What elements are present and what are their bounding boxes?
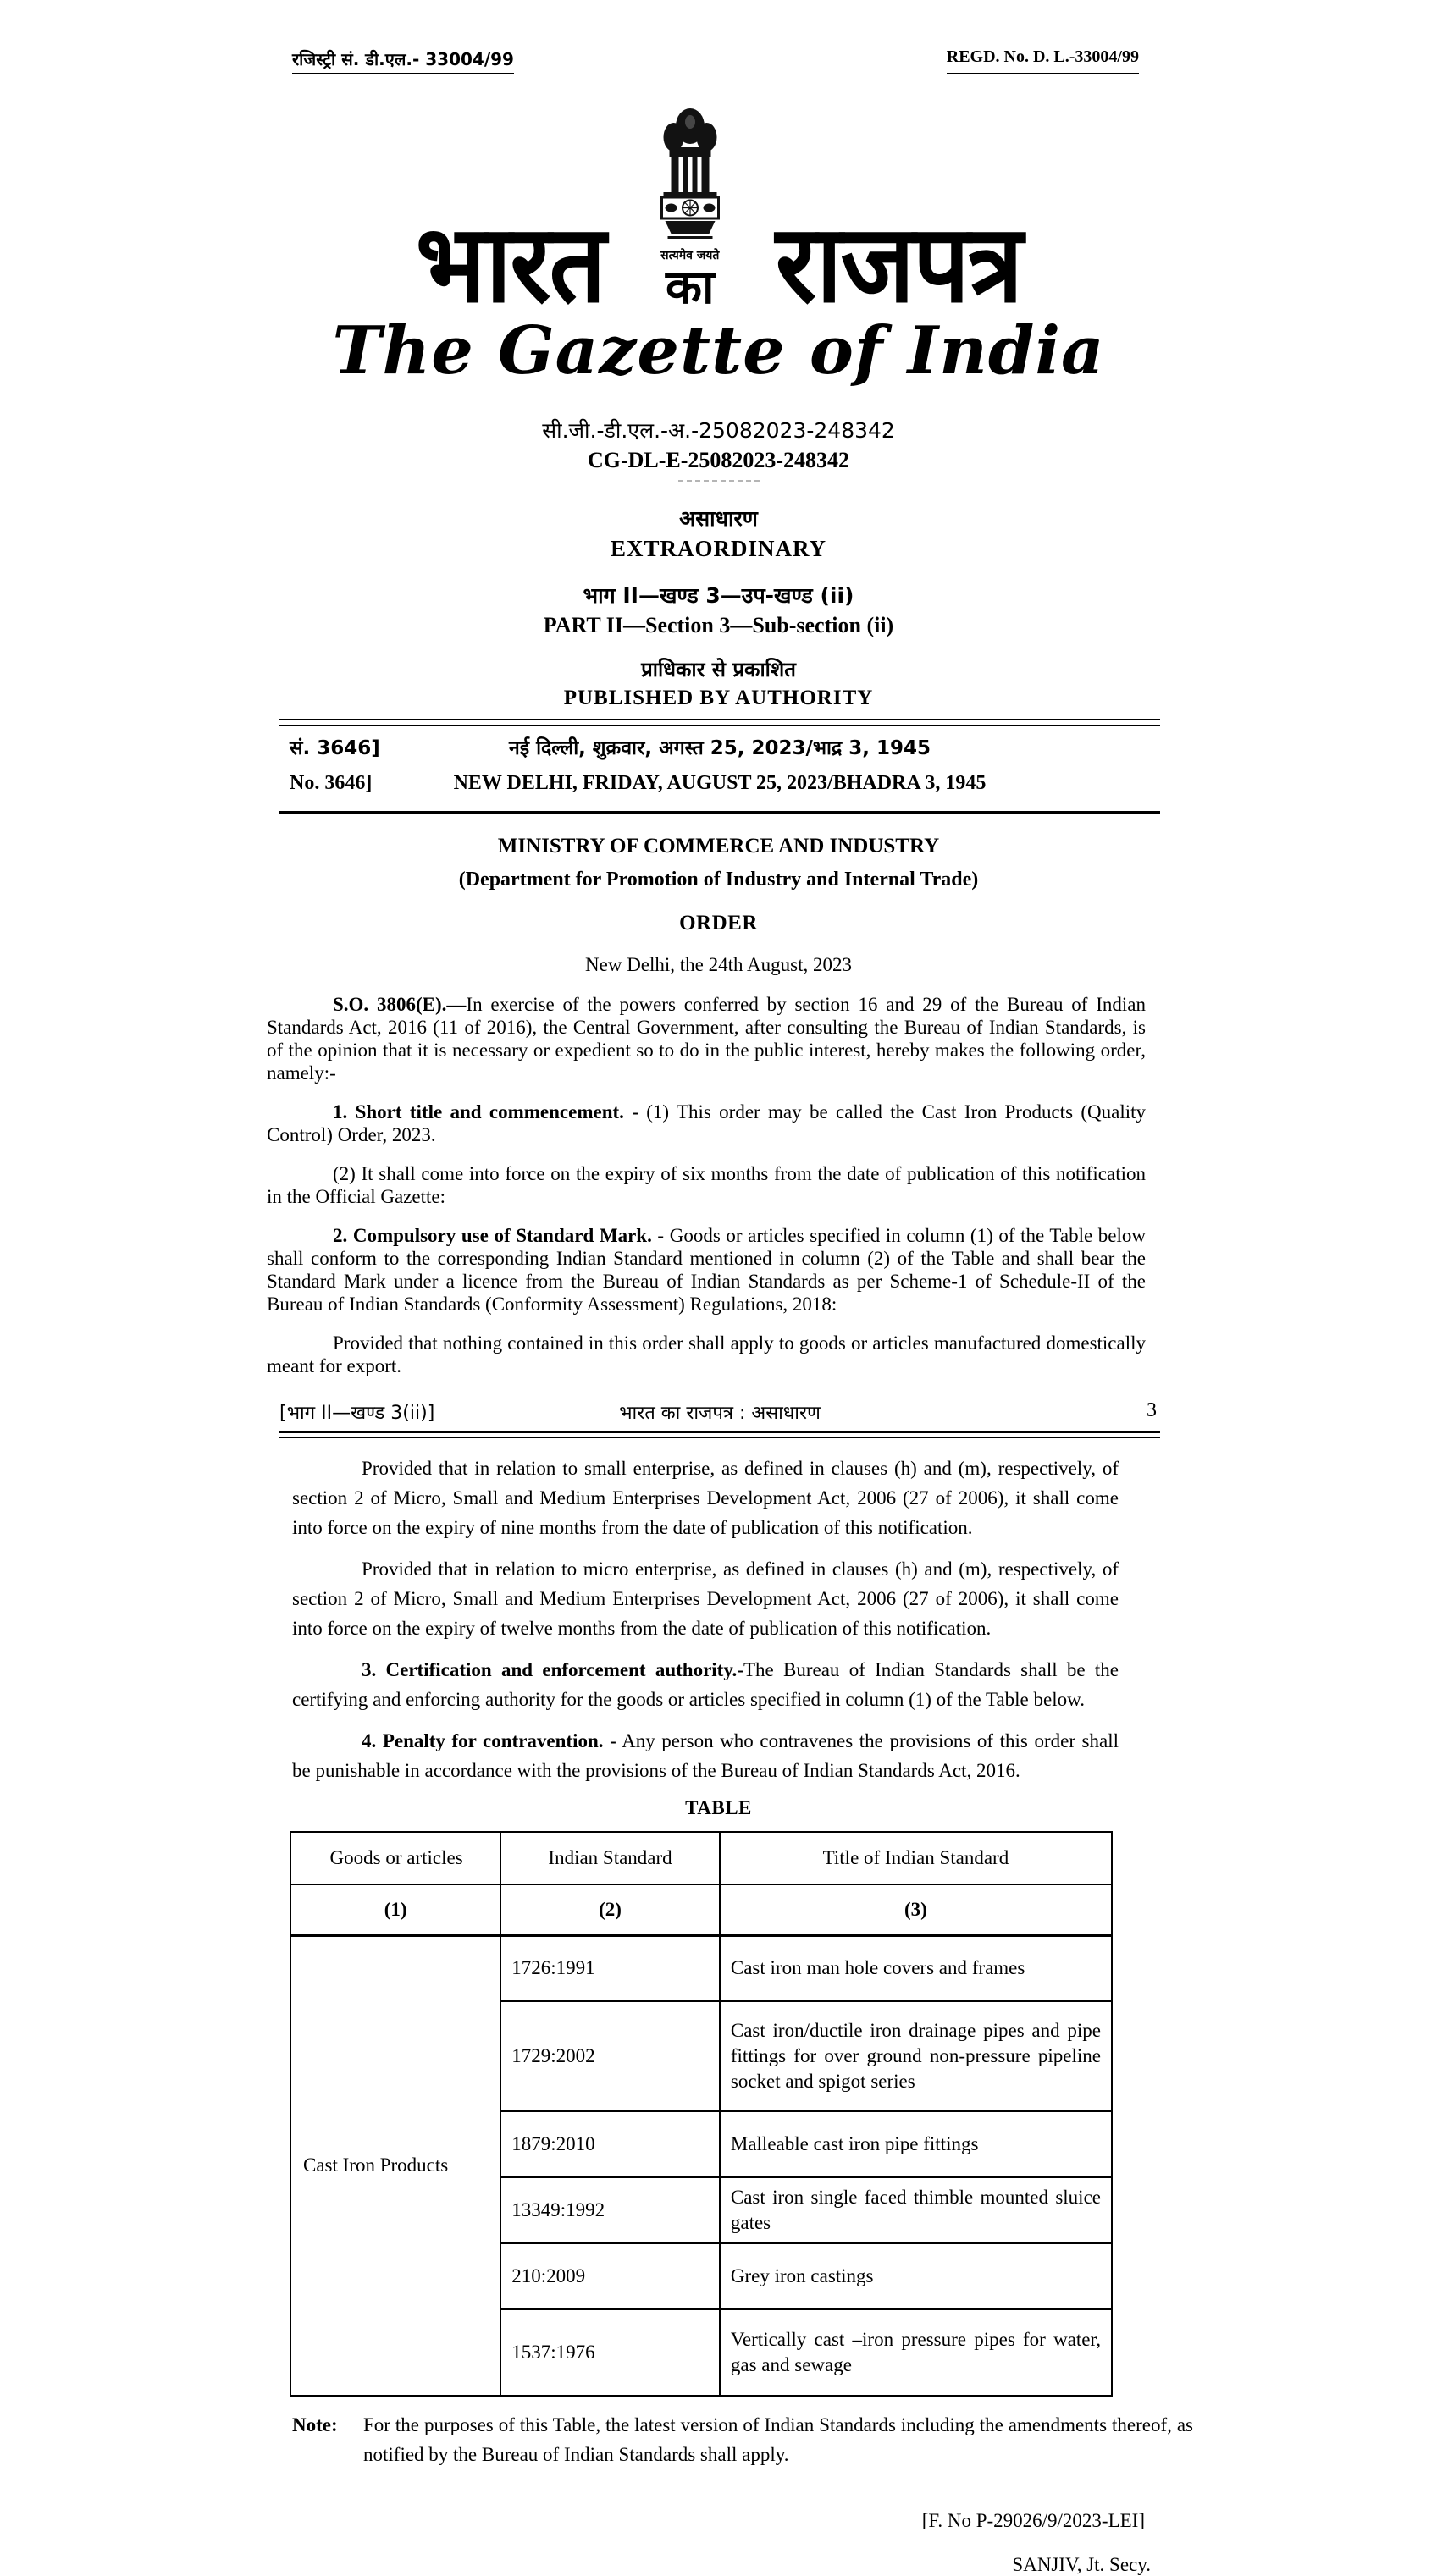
registration-number-english: REGD. No. D. L.-33004/99 — [947, 47, 1139, 74]
running-header-center: भारत का राजपत्र : असाधारण — [619, 1402, 821, 1424]
published-authority-english: PUBLISHED BY AUTHORITY — [563, 686, 874, 709]
published-authority-hindi: प्राधिकार से प्रकाशित — [641, 657, 796, 681]
cg-number-english: CG-DL-E-25082023-248342 — [587, 447, 850, 472]
emblem-motto: सत्यमेव जयते — [660, 249, 720, 262]
cg-number-block — [0, 416, 1437, 482]
extraordinary-english: EXTRAORDINARY — [610, 535, 827, 561]
page3-running-header — [279, 1399, 1160, 1428]
thick-rule — [279, 811, 1160, 814]
masthead-hindi-left: भारत — [415, 200, 605, 327]
order-label: ORDER — [679, 911, 758, 935]
order-place-date: New Delhi, the 24th August, 2023 — [585, 953, 852, 975]
masthead-hindi-right: राजपत्र — [775, 200, 1022, 327]
paragraph-proviso-micro: Provided that in relation to micro enterprise, as defined in clauses (h) and (m), respectively, of section 2 of Micro, Small and Medium Enterprises Development Act, 2006 (27 of 2006), it shall come into force on the expiry of twelve months from the date of publication of this notification. — [292, 1558, 1119, 1639]
page-number: 3 — [1147, 1398, 1157, 1421]
title-cell: Cast iron/ductile iron drainage pipes and pipe fittings for over ground non-pressure pipeline socket and spigot series — [720, 2001, 1112, 2111]
order-body — [267, 993, 1146, 1377]
clause-2-text: Goods or articles specified in column (1) of the Table below shall conform to the corresponding Indian Standard mentioned in column (2) of the Table and shall bear the Standard Mark under a licence from the Bureau of Indian Standards as per Scheme-1 of Schedule-II of the Bureau of Indian Standards (Conformity Assessment) Regulations, 2018: — [267, 1224, 1147, 1315]
masthead — [0, 103, 1437, 327]
paragraph-so — [267, 993, 1146, 1084]
clause-3-title: 3. Certification and enforcement authority.- — [362, 1658, 743, 1680]
colnum-1: (1) — [290, 1884, 500, 1936]
paragraph-proviso-small: Provided that in relation to small enterprise, as defined in clauses (h) and (m), respectively, of section 2 of Micro, Small and Medium Enterprises Development Act, 2006 (27 of 2006), it shall come into force on the expiry of nine months from the date of publication of this notification. — [292, 1457, 1119, 1538]
colnum-3: (3) — [720, 1884, 1112, 1936]
extraordinary-hindi: असाधारण — [679, 505, 758, 531]
note-text: For the purposes of this Table, the latest version of Indian Standards including the amendments thereof, as notified by the Bureau of Indian Standards shall apply. — [363, 2414, 1193, 2466]
issue-info-block — [279, 719, 1160, 814]
header-standard: Indian Standard — [500, 1832, 720, 1884]
registration-bar — [0, 0, 1437, 74]
title-cell: Cast iron man hole covers and frames — [720, 1935, 1112, 2001]
part-section-hindi: भाग II—खण्ड 3—उप-खण्ड (ii) — [583, 582, 854, 608]
clause-4-text: Any person who contravenes the provisions of this order shall be punishable in accordance with the provisions of the Bureau of Indian Standards Act, 2016. — [292, 1729, 1119, 1781]
title-cell: Malleable cast iron pipe fittings — [720, 2111, 1112, 2177]
issue-date-english: NEW DELHI, FRIDAY, AUGUST 25, 2023/BHADRA 3, 1945 — [453, 771, 987, 794]
double-rule-top — [279, 719, 1160, 726]
double-rule-page3 — [279, 1431, 1160, 1438]
paragraph-3 — [292, 1655, 1119, 1714]
so-number: S.O. 3806(E).— — [333, 993, 467, 1015]
issue-number-english: No. 3646] — [290, 771, 373, 794]
separator-dashes — [678, 478, 760, 482]
table-label: TABLE — [685, 1796, 752, 1818]
masthead-center — [627, 103, 754, 313]
standard-cell: 13349:1992 — [500, 2177, 720, 2243]
standard-cell: 1729:2002 — [500, 2001, 720, 2111]
standard-cell: 210:2009 — [500, 2243, 720, 2309]
clause-1-title: 1. Short title and commencement. - — [333, 1100, 638, 1123]
so-text: In exercise of the powers conferred by section 16 and 29 of the Bureau of Indian Standards Act, 2016 (11 of 2016), the Central Government, after consulting the Bureau of Indian Standards, is of the opinion that it is necessary or expedient so to do in the public interest, hereby makes the following order, namely:- — [267, 993, 1147, 1084]
title-cell: Grey iron castings — [720, 2243, 1112, 2309]
page3-body — [292, 1453, 1119, 1785]
paragraph-4 — [292, 1726, 1119, 1785]
header-goods: Goods or articles — [290, 1832, 500, 1884]
signature: SANJIV, Jt. Secy. — [1012, 2554, 1151, 2576]
running-header-left: [भाग II—खण्ड 3(ii)] — [279, 1402, 435, 1424]
clause-1-text: (1) This order may be called the Cast Iron Products (Quality Control) Order, 2023. — [267, 1100, 1146, 1145]
colnum-2: (2) — [500, 1884, 720, 1936]
note-label: Note: — [292, 2414, 338, 2436]
goods-group-label: Cast Iron Products — [290, 1935, 500, 2396]
file-number: [F. No P-29026/9/2023-LEI] — [921, 2510, 1145, 2532]
title-cell: Vertically cast –iron pressure pipes for water, gas and sewage — [720, 2309, 1112, 2396]
standards-table — [290, 1831, 1113, 2397]
paragraph-proviso-export: Provided that nothing contained in this order shall apply to goods or articles manufactured domestically meant for export. — [267, 1332, 1146, 1376]
paragraph-1-2: (2) It shall come into force on the expiry of six months from the date of publication of this notification in the Official Gazette: — [267, 1162, 1146, 1207]
cg-number-hindi: सी.जी.-डी.एल.-अ.-25082023-248342 — [542, 417, 895, 443]
title-cell: Cast iron single faced thimble mounted sluice gates — [720, 2177, 1112, 2243]
issue-date-hindi: नई दिल्ली, शुक्रवार, अगस्त 25, 2023/भाद्र 3, 1945 — [509, 736, 931, 759]
masthead-english-title: The Gazette of India — [332, 312, 1105, 389]
registration-number-hindi: रजिस्ट्री सं. डी.एल.- 33004/99 — [292, 47, 514, 74]
issue-number-hindi: सं. 3646] — [290, 736, 380, 759]
india-emblem-icon — [645, 103, 735, 245]
ministry-title: MINISTRY OF COMMERCE AND INDUSTRY — [497, 834, 940, 858]
paragraph-2 — [267, 1224, 1146, 1316]
standard-cell: 1726:1991 — [500, 1935, 720, 2001]
clause-4-title: 4. Penalty for contravention. - — [362, 1729, 616, 1751]
header-title: Title of Indian Standard — [720, 1832, 1112, 1884]
department-title: (Department for Promotion of Industry and Internal Trade) — [458, 868, 979, 891]
standard-cell: 1537:1976 — [500, 2309, 720, 2396]
issue-row-english — [279, 772, 1160, 804]
part-section-english: PART II—Section 3—Sub-section (ii) — [543, 612, 894, 637]
masthead-hindi-ka: का — [665, 260, 715, 315]
table-row — [290, 1935, 1112, 2001]
clause-3-text: The Bureau of Indian Standards shall be the certifying and enforcing authority for the goods or articles specified in column (1) of the Table below. — [292, 1658, 1119, 1710]
clause-2-title: 2. Compulsory use of Standard Mark. - — [333, 1224, 665, 1246]
standard-cell: 1879:2010 — [500, 2111, 720, 2177]
issue-row-hindi — [279, 733, 1160, 765]
table-note — [292, 2410, 1193, 2469]
paragraph-1 — [267, 1100, 1146, 1146]
table-colnum-row — [290, 1884, 1112, 1936]
table-header-row — [290, 1832, 1112, 1884]
